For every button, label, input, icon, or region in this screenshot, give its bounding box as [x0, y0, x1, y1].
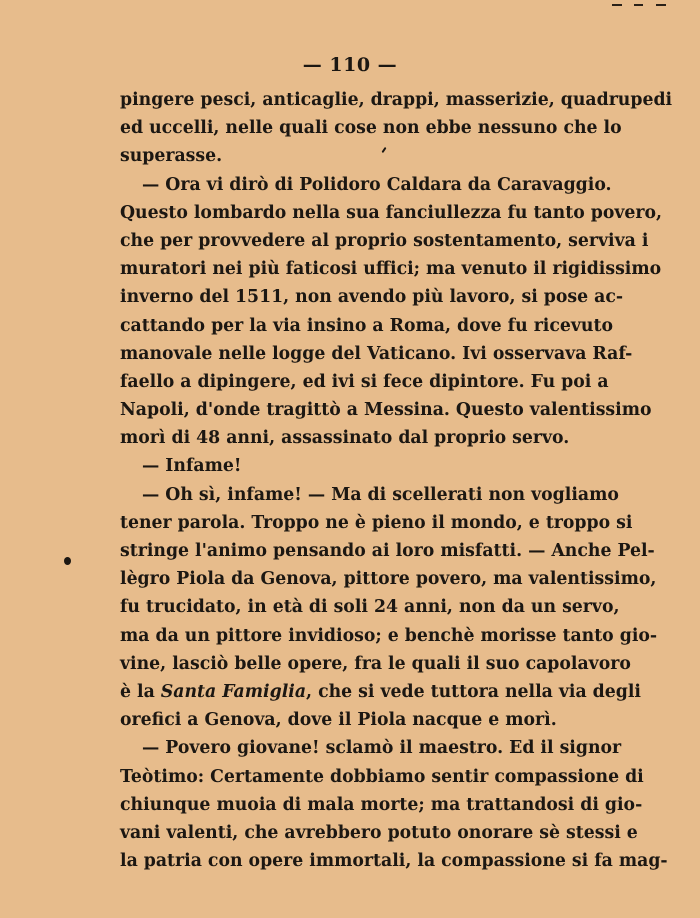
scan-mark	[612, 4, 622, 6]
text-line: faello a dipingere, ed ivi si fece dipintore. Fu poi a	[120, 371, 609, 392]
artwork-title: Santa Famiglia	[160, 681, 307, 702]
text-line: che per provvedere al proprio sostentamento, serviva i	[120, 230, 649, 251]
text-line: orefici a Genova, dove il Piola nacque e morì.	[120, 710, 557, 731]
text-line: — Oh sì, infame! — Ma di scellerati non vogliamo	[142, 484, 619, 505]
text-line: pingere pesci, anticaglie, drappi, masserizie, quadrupedi	[120, 90, 673, 110]
text-line: morì di 48 anni, assassinato dal proprio servo.	[120, 428, 570, 449]
body-text	[120, 86, 673, 875]
text-line: muratori nei più faticosi uffici; ma venuto il rigidissimo	[120, 259, 662, 280]
text-line: la patria con opere immortali, la compassione si fa mag-	[120, 851, 668, 872]
text-line: fu trucidato, in età di soli 24 anni, non da un servo,	[120, 597, 620, 618]
page-number: — 110 —	[302, 54, 398, 76]
text-line: Questo lombardo nella sua fanciullezza fu tanto povero,	[120, 202, 663, 223]
text-line: tener parola. Troppo ne è pieno il mondo, e troppo si	[120, 512, 633, 533]
text-line: inverno del 1511, non avendo più lavoro, si pose ac-	[120, 287, 624, 308]
text-line: manovale nelle logge del Vaticano. Ivi osservava Raf-	[120, 343, 633, 364]
text-line: Teòtimo: Certamente dobbiamo sentir compassione di	[120, 766, 644, 787]
text-line: lègro Piola da Genova, pittore povero, ma valentissimo,	[120, 569, 657, 590]
text-line: vine, lasciò belle opere, fra le quali il suo capolavoro	[120, 653, 631, 674]
text-line: chiunque muoia di mala morte; ma trattandosi di gio-	[120, 794, 643, 815]
text-line: — Povero giovane! sclamò il maestro. Ed il signor	[142, 738, 622, 759]
text-line: stringe l'animo pensando ai loro misfatti. — Anche Pel-	[120, 541, 655, 561]
text-segment: è la	[120, 681, 161, 702]
text-line-with-title	[120, 678, 641, 706]
text-line: ed uccelli, nelle quali cose non ebbe nessuno che lo	[120, 118, 622, 139]
ink-dot	[64, 557, 71, 565]
text-line: — Infame!	[142, 456, 242, 477]
text-line: Napoli, d'onde tragittò a Messina. Questo valentissimo	[120, 400, 652, 421]
text-line: — Ora vi dirò di Polidoro Caldara da Caravaggio.	[142, 174, 612, 195]
text-segment: , che si vede tuttora nella via degli	[306, 681, 641, 702]
scan-mark	[656, 4, 666, 6]
text-line: superasse.	[120, 146, 223, 167]
scan-mark	[634, 4, 643, 6]
text-line: ma da un pittore invidioso; e benchè morisse tanto gio-	[120, 625, 658, 646]
text-line: vani valenti, che avrebbero potuto onorare sè stessi e	[120, 822, 638, 843]
text-line: cattando per la via insino a Roma, dove fu ricevuto	[120, 315, 613, 336]
